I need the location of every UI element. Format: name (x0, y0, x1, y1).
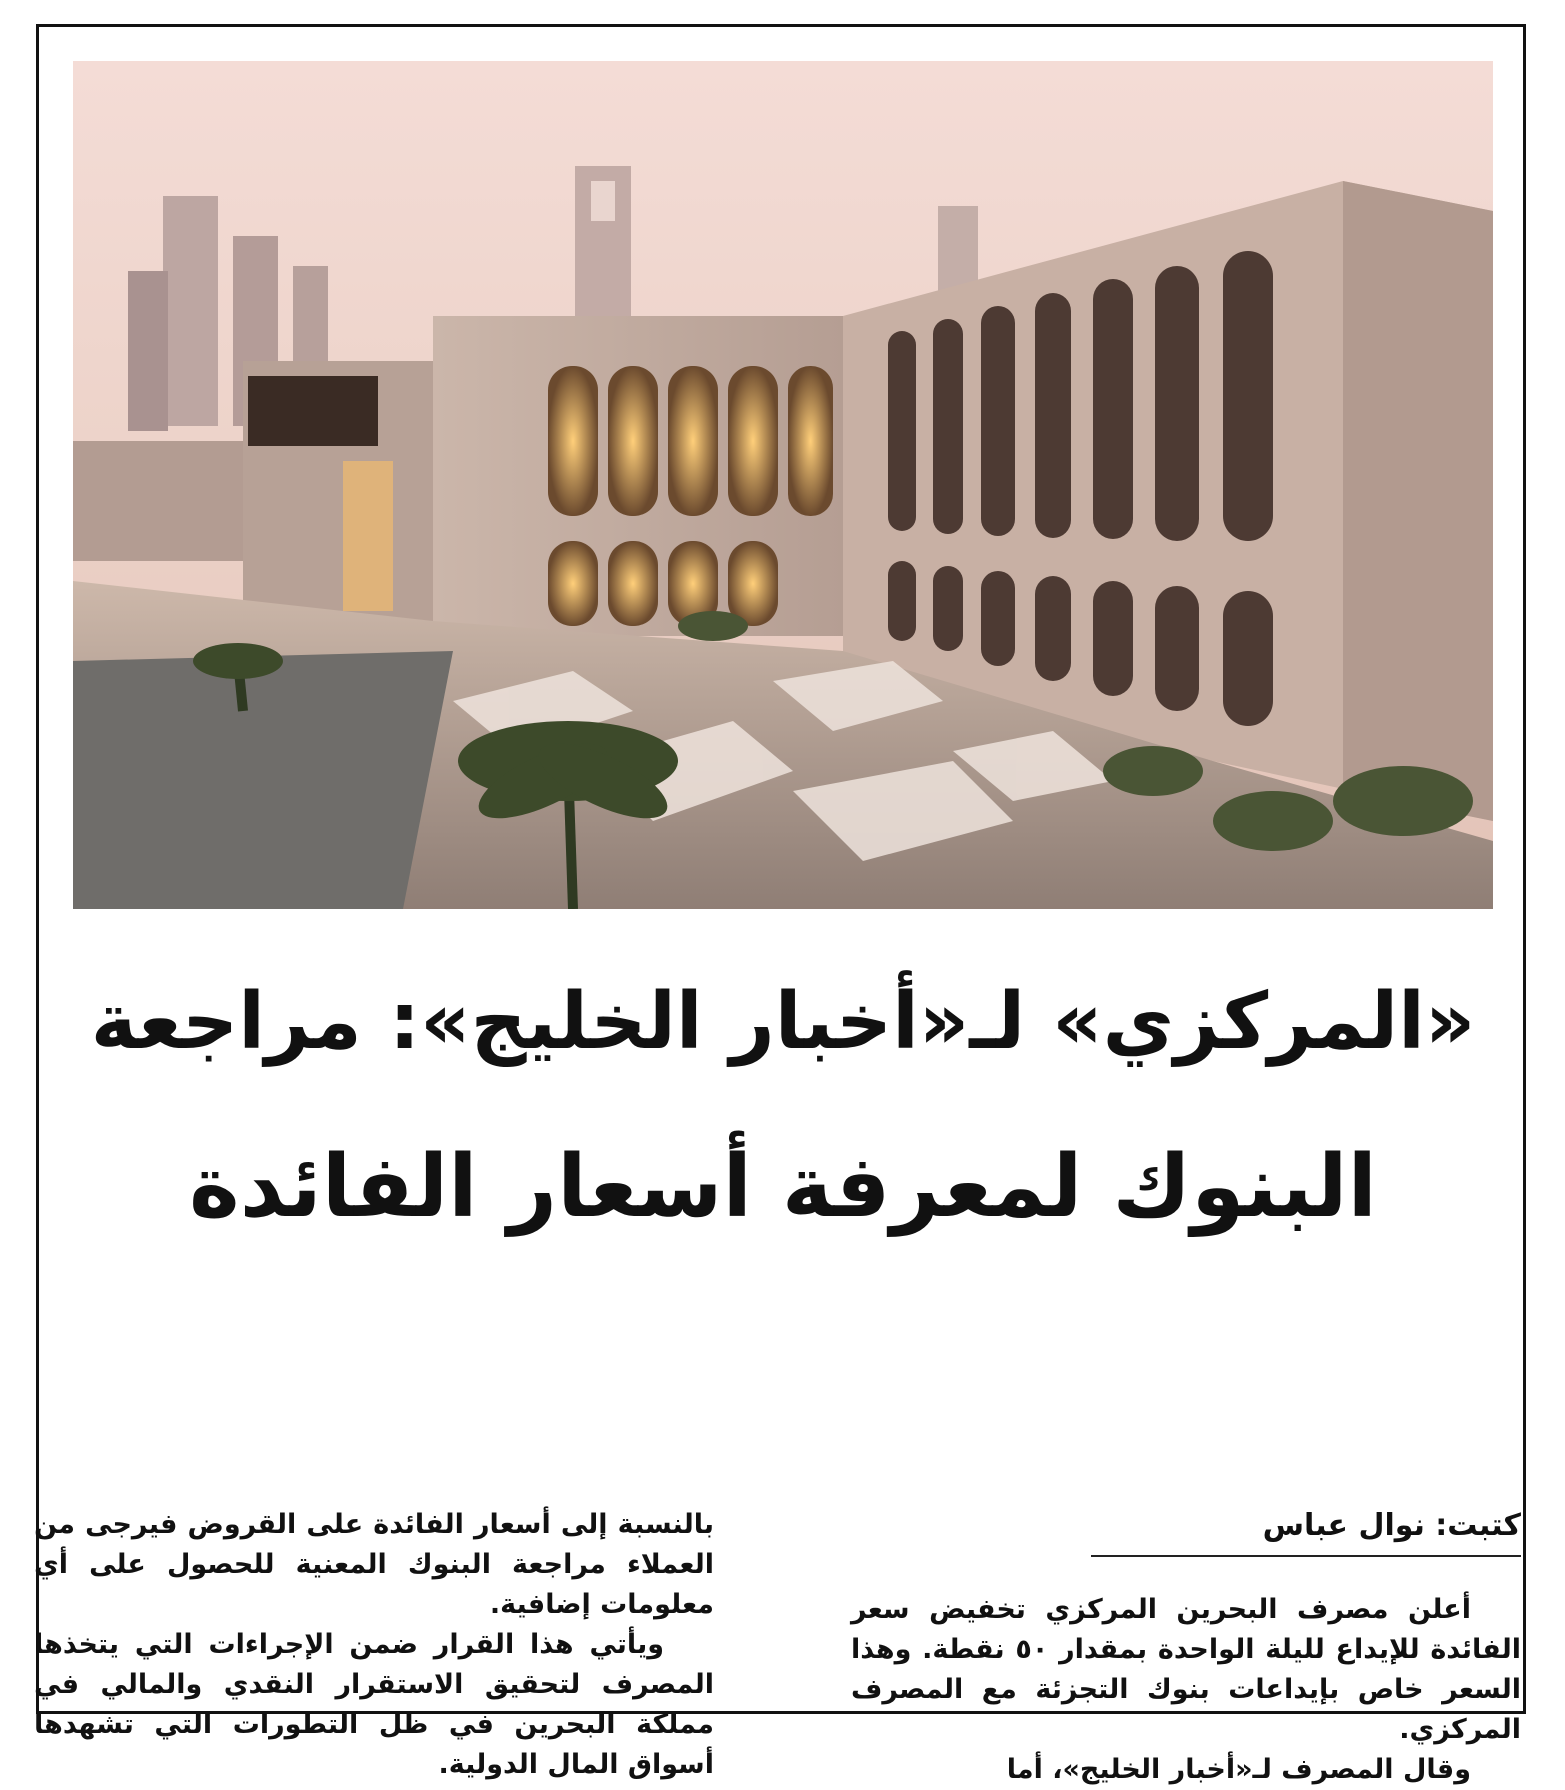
paragraph: أعلن مصرف البحرين المركزي تخفيض سعر الفائدة للإيداع لليلة الواحدة بمقدار ٥٠ نقطة. وهذا السعر خاص بإيداعات بنوك التجزئة مع المصرف المركزي. (851, 1594, 1521, 1745)
article-photo (73, 61, 1493, 909)
headline-line-2: البنوك لمعرفة أسعار الفائدة (188, 1137, 1378, 1237)
paragraph: ويأتي هذا القرار ضمن الإجراءات التي يتخذها المصرف لتحقيق الاستقرار النقدي والمالي في مملكة البحرين في ظل التطورات التي تشهدها أسواق المال الدولية. (34, 1629, 714, 1780)
paragraph: بالنسبة إلى أسعار الفائدة على القروض فيرجى من العملاء مراجعة البنوك المعنية للحصول على أي معلومات إضافية. (34, 1509, 714, 1620)
article-column-left (34, 1505, 714, 1785)
byline-divider (1091, 1555, 1521, 1557)
headline-line-1: «المركزي» لـ«أخبار الخليج»: مراجعة (90, 977, 1476, 1067)
byline: كتبت: نوال عباس (1262, 1508, 1521, 1543)
paragraph: وقال المصرف لـ«أخبار الخليج»، أما (1006, 1754, 1471, 1785)
article-column-right (851, 1590, 1521, 1790)
article-frame (36, 24, 1526, 1714)
